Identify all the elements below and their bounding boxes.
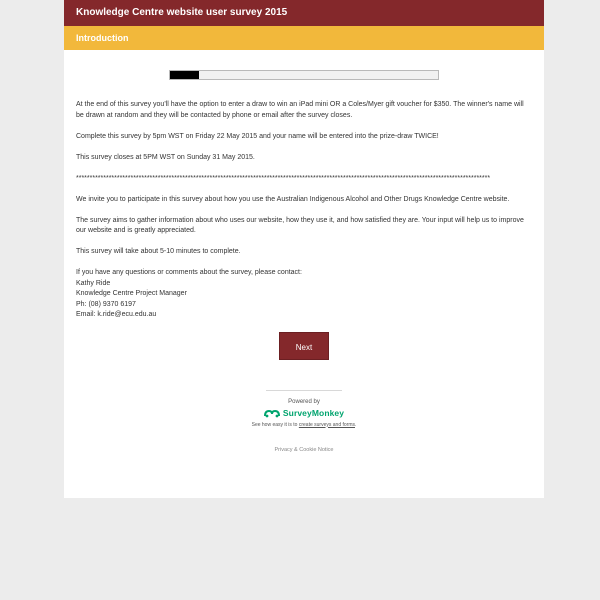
survey-title: Knowledge Centre website user survey 2015 xyxy=(64,0,544,26)
intro-content xyxy=(64,100,544,321)
footer-divider xyxy=(266,390,342,391)
aims-text: The survey aims to gather information about who uses our website, how they use it, and how satisfied they are. Your input will help us to improve our website and is greatly appreciated. xyxy=(76,216,524,234)
contact-intro: If you have any questions or comments about the survey, please contact: xyxy=(76,269,302,276)
progress-bar xyxy=(169,70,439,80)
early-bird-text: Complete this survey by 5pm WST on Friday 22 May 2015 and your name will be entered into the prize-draw TWICE! xyxy=(76,132,439,140)
prize-draw-text: At the end of this survey you'll have the option to enter a draw to win an iPad mini OR a Coles/Myer gift voucher for $350. The winner's name will be drawn at random and they will be contacted by phone or email after the survey closes. xyxy=(76,101,524,119)
create-surveys-link[interactable]: create surveys and forms xyxy=(298,421,355,428)
invitation-text: We invite you to participate in this survey about how you use the Australian Indigenous Alcohol and Other Drugs Knowledge Centre website. xyxy=(76,195,510,203)
contact-name: Kathy Ride xyxy=(76,279,111,287)
see-how-text xyxy=(229,422,379,428)
survey-page xyxy=(64,0,544,498)
closing-date-text: This survey closes at 5PM WST on Sunday 31 May 2015. xyxy=(76,153,255,161)
duration-text: This survey will take about 5-10 minutes to complete. xyxy=(76,248,241,255)
surveymonkey-logo[interactable] xyxy=(229,408,379,418)
see-how-suffix: . xyxy=(355,421,357,428)
progress-area xyxy=(64,50,544,100)
section-title: Introduction xyxy=(64,26,544,50)
see-how-prefix: See how easy it is to xyxy=(251,421,299,428)
powered-by-label: Powered by xyxy=(288,398,320,405)
surveymonkey-logo-icon xyxy=(264,408,280,418)
navigation xyxy=(64,332,544,360)
progress-bar-fill xyxy=(170,71,199,79)
contact-phone: Ph: (08) 9370 6197 xyxy=(76,300,136,308)
footer xyxy=(229,390,379,453)
contact-role: Knowledge Centre Project Manager xyxy=(76,290,187,297)
privacy-link[interactable]: Privacy & Cookie Notice xyxy=(274,446,334,453)
brand-name: SurveyMonkey xyxy=(282,407,345,418)
contact-email: Email: k.ride@ecu.edu.au xyxy=(76,311,157,318)
separator-line: ******************************************************************************************************************************************************** xyxy=(76,174,491,182)
next-button[interactable]: Next xyxy=(279,332,329,360)
